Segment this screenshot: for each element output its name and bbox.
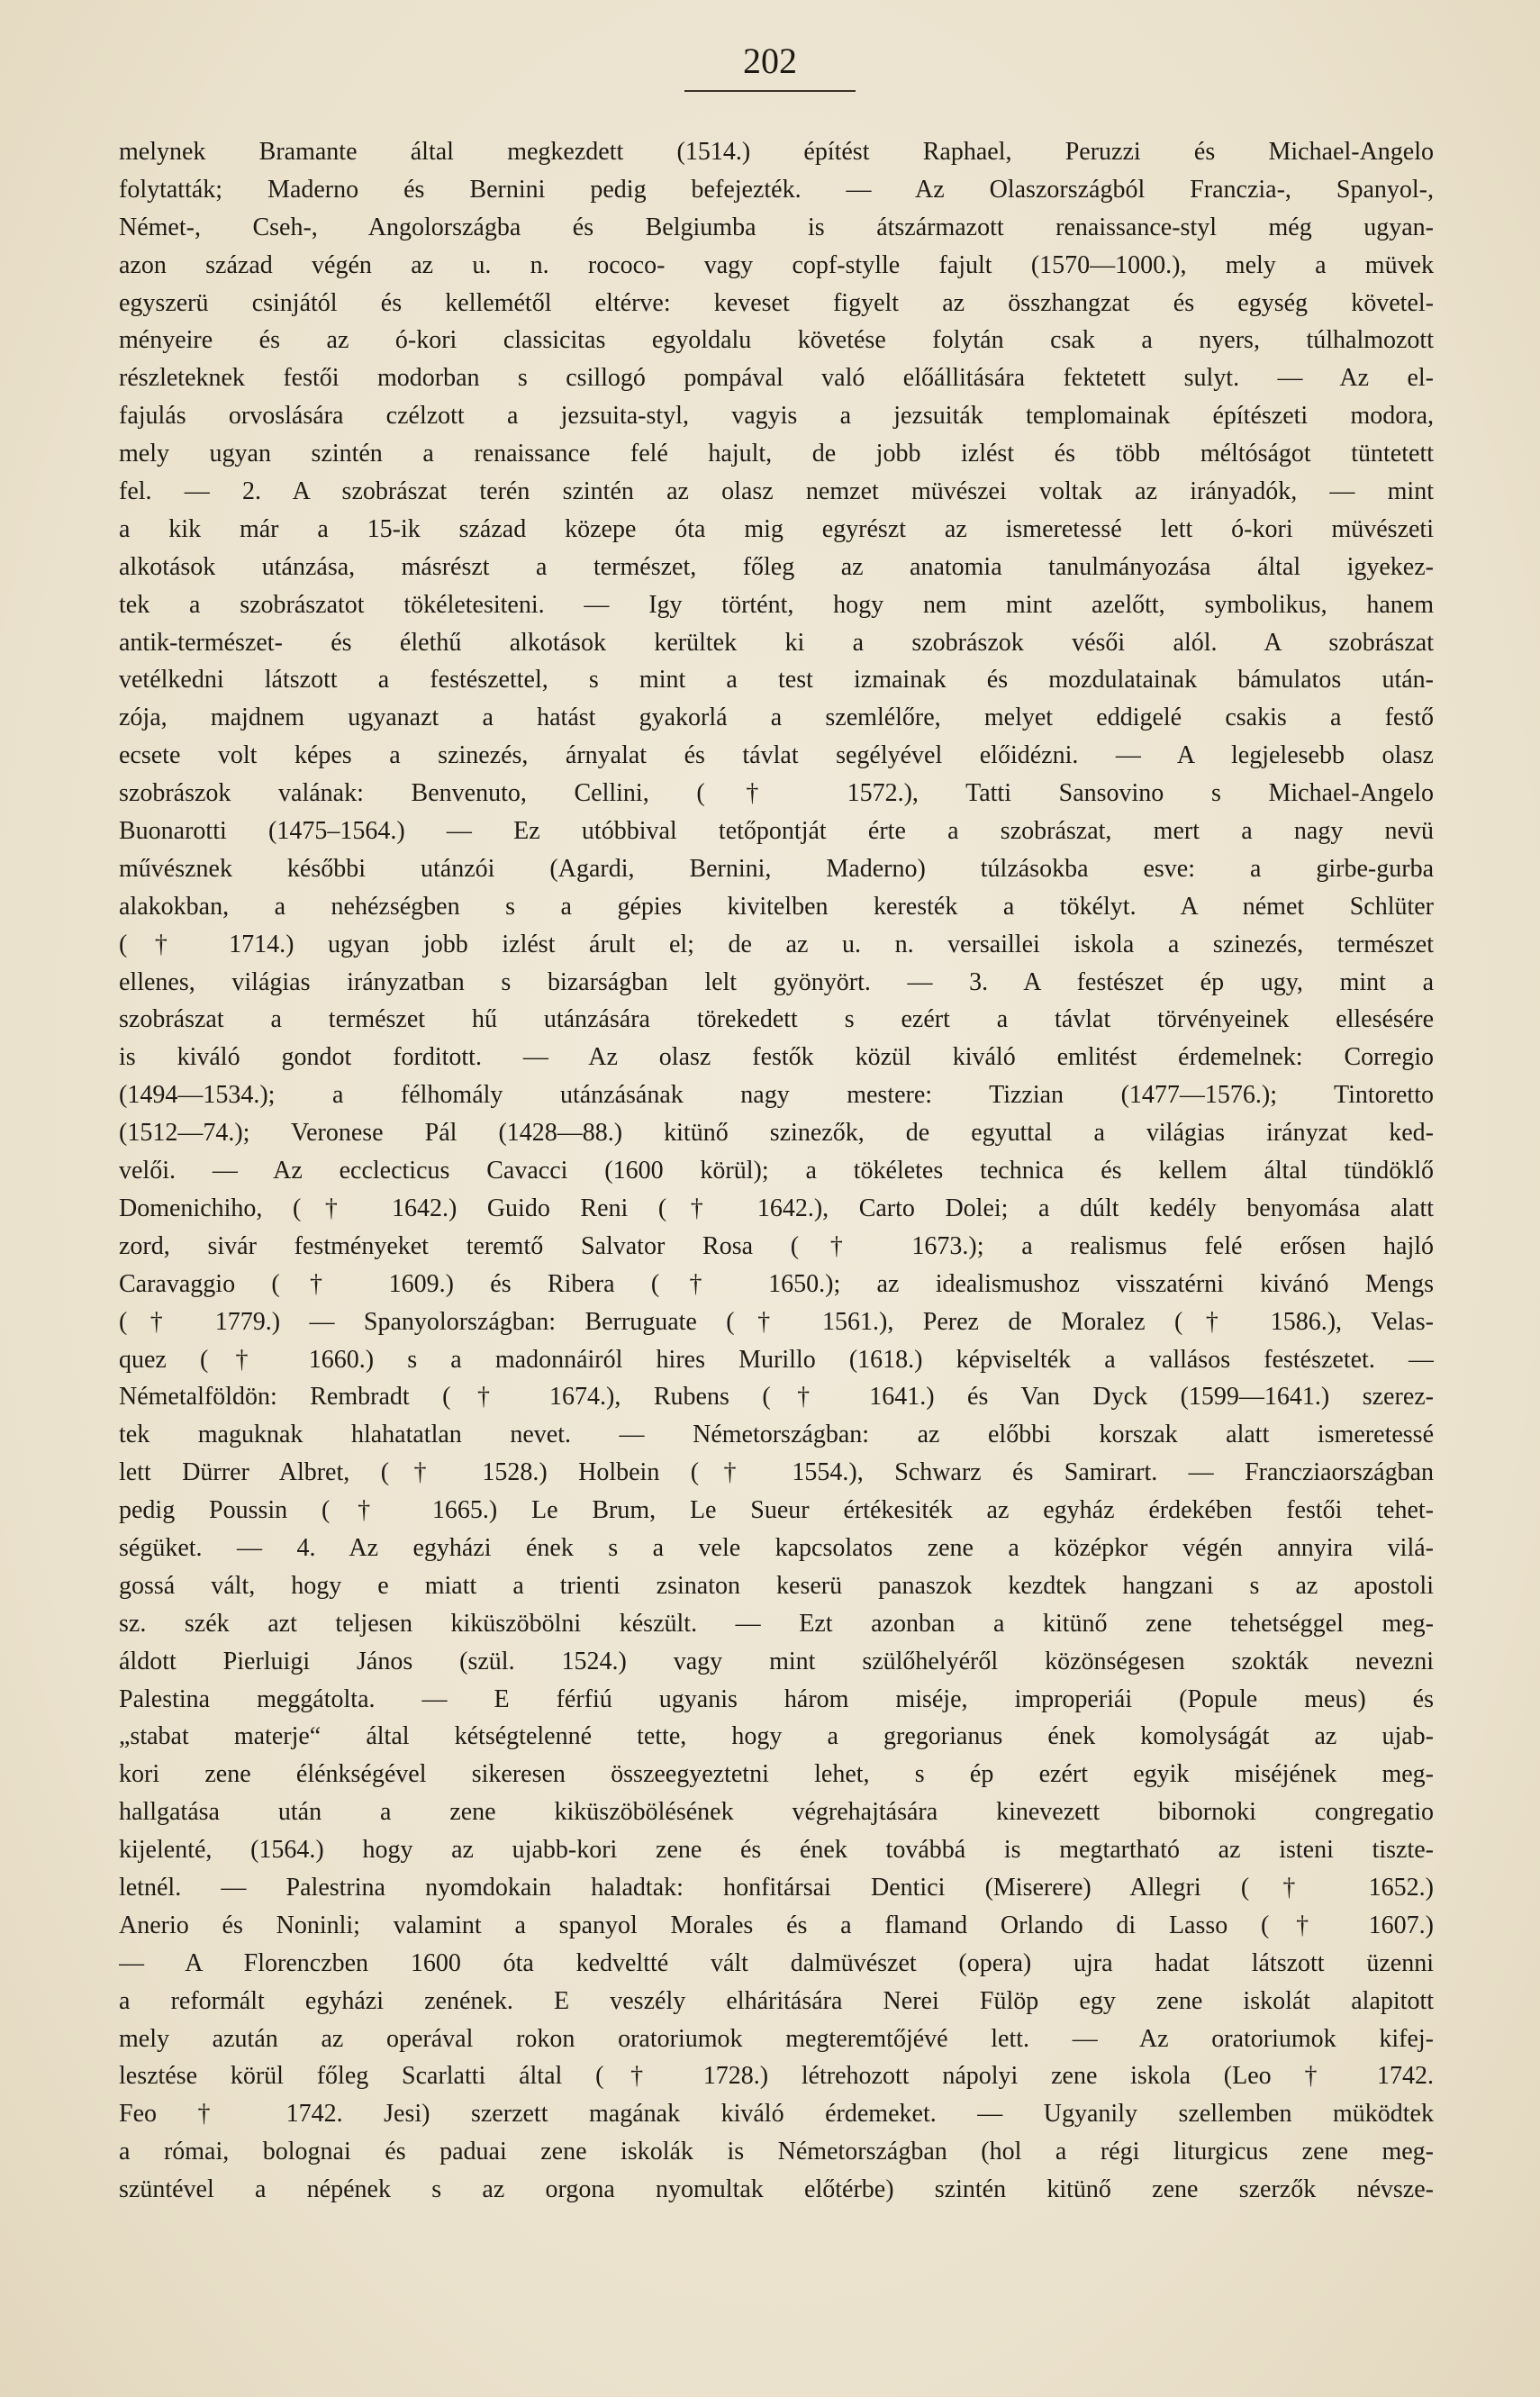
text-line: zord, sivár festményeket teremtő Salvator Rosa († 1673.); a realismus felé erősen hajló [119,1231,1434,1260]
text-line: szobrászok valának: Benvenuto, Cellini, († 1572.), Tatti Sansovino s Michael-Angelo [119,779,1434,808]
text-line: melynek Bramante által megkezdett (1514.) építést Raphael, Peruzzi és Michael-Angelo [119,138,1434,166]
text-line: fel. — 2. A szobrászat terén szintén az olasz nemzet müvészei voltak az irányadók, — mint [119,477,1434,506]
text-line: quez († 1660.) s a madonnáiról hires Murillo (1618.) képviselték a vallásos festészetet. — [119,1345,1434,1374]
text-line: († 1714.) ugyan jobb izlést árult el; de az u. n. versaillei iskola a szinezés, természet [119,930,1434,958]
text-line: Feo † 1742. Jesi) szerzett magának kiváló érdemeket. — Ugyanily szellemben müködtek [119,2100,1434,2129]
text-line: ményeire és az ó-kori classicitas egyoldalu követése folytán csak a nyers, túlhalmozott [119,326,1434,355]
text-line: egyszerü csinjától és kellemétől eltérve: keveset figyelt az összhangzat és egység követel- [119,288,1434,317]
text-line: ségüket. — 4. Az egyházi ének s a vele kapcsolatos zene a középkor végén annyira vilá- [119,1533,1434,1562]
text-line: a római, bolognai és paduai zene iskolák is Németországban (hol a régi liturgicus zene meg- [119,2138,1434,2166]
text-line: mely ugyan szintén a renaissance felé hajult, de jobb izlést és több méltóságot tüntetett [119,440,1434,468]
text-line: „stabat materje“ által kétségtelenné tette, hogy a gregorianus ének komolyságát az ujab- [119,1722,1434,1751]
text-line: Német-, Cseh-, Angolországba és Belgiumba is átszármazott renaissance-styl még ugyan- [119,213,1434,241]
text-line: szobrászat a természet hű utánzására törekedett s ezért a távlat törvényeinek ellesésére [119,1005,1434,1034]
text-line: lesztése körül főleg Scarlatti által († 1728.) létrehozott nápolyi zene iskola (Leo † 1742. [119,2062,1434,2091]
text-line: Buonarotti (1475–1564.) — Ez utóbbival tetőpontját érte a szobrászat, mert a nagy nevü [119,817,1434,846]
text-line: letnél. — Palestrina nyomdokain haladtak: honfitársai Dentici (Miserere) Allegri († 1652.) [119,1873,1434,1902]
text-line: szüntével a népének s az orgona nyomultak előtérbe) szintén kitünő zene szerzők névsze- [119,2175,1434,2204]
text-line: lett Dürrer Albret, († 1528.) Holbein († 1554.), Schwarz és Samirart. — Francziaországban [119,1458,1434,1487]
text-line: sz. szék azt teljesen kiküszöbölni készült. — Ezt azonban a kitünő zene tehetséggel meg- [119,1609,1434,1638]
text-line: Domenichiho, († 1642.) Guido Reni († 1642.), Carto Dolei; a dúlt kedély benyomása alatt [119,1194,1434,1222]
text-line: azon század végén az u. n. rococo- vagy copf-stylle fajult (1570—1000.), mely a müvek [119,250,1434,279]
text-line: is kiváló gondot forditott. — Az olasz festők közül kiváló emlitést érdemelnek: Corregio [119,1043,1434,1072]
text-line: zója, majdnem ugyanazt a hatást gyakorlá a szemlélőre, melyet eddigelé csakis a festő [119,704,1434,732]
text-line: tek maguknak hlahatatlan nevet. — Németországban: az előbbi korszak alatt ismeretessé [119,1421,1434,1449]
text-line: mely azután az operával rokon oratoriumok megteremtőjévé lett. — Az oratoriumok kifej- [119,2024,1434,2053]
text-line: pedig Poussin († 1665.) Le Brum, Le Sueur értékesiték az egyház érdekében festői tehet- [119,1496,1434,1525]
text-line: kori zene élénkségével sikeresen összeegyeztetni lehet, s ép ezért egyik miséjének meg- [119,1760,1434,1789]
text-line: Caravaggio († 1609.) és Ribera († 1650.); az idealismushoz visszatérni kivánó Mengs [119,1269,1434,1298]
text-line: († 1779.) — Spanyolországban: Berruguate († 1561.), Perez de Moralez († 1586.), Velas- [119,1307,1434,1336]
text-line: ecsete volt képes a szinezés, árnyalat és távlat segélyével előidézni. — A legjelesebb olasz [119,741,1434,770]
text-line: vetélkedni látszott a festészettel, s mint a test izmainak és mozdulatainak bámulatos után- [119,666,1434,695]
text-line: velői. — Az ecclecticus Cavacci (1600 körül); a tökéletes technica és kellem által tündöklő [119,1157,1434,1185]
body-text [119,133,1434,2209]
text-line: Anerio és Noninli; valamint a spanyol Morales és a flamand Orlando di Lasso († 1607.) [119,1911,1434,1939]
text-line: (1512—74.); Veronese Pál (1428—88.) kitünő szinezők, de egyuttal a világias irányzat ked- [119,1119,1434,1148]
text-line: gossá vált, hogy e miatt a trienti zsinaton keserü panaszok kezdtek hangzani s az apostoli [119,1571,1434,1600]
text-line: áldott Pierluigi János (szül. 1524.) vagy mint szülőhelyéről közönségesen szokták nevezni [119,1647,1434,1675]
text-line: ellenes, világias irányzatban s bizarságban lelt gyönyört. — 3. A festészet ép ugy, mint a [119,967,1434,996]
text-line: hallgatása után a zene kiküszöbölésének végrehajtására kinevezett bibornoki congregatio [119,1798,1434,1827]
text-line: a kik már a 15-ik század közepe óta mig egyrészt az ismeretessé lett ó-kori müvészeti [119,514,1434,543]
header-rule [684,90,856,92]
text-line: tek a szobrászatot tökéletesiteni. — Igy történt, hogy nem mint azelőtt, symbolikus, hanem [119,590,1434,619]
text-line: (1494—1534.); a félhomály utánzásának nagy mestere: Tizzian (1477—1576.); Tintoretto [119,1081,1434,1110]
text-line: Palestina meggátolta. — E férfiú ugyanis három miséje, improperiái (Popule meus) és [119,1684,1434,1713]
text-line: folytatták; Maderno és Bernini pedig befejezték. — Az Olaszországból Franczia-, Spanyol-, [119,175,1434,204]
text-line: — A Florenczben 1600 óta kedveltté vált dalmüvészet (opera) ujra hadat látszott üzenni [119,1948,1434,1977]
text-line: kijelenté, (1564.) hogy az ujabb-kori zene és ének továbbá is megtartható az isteni tiszte- [119,1836,1434,1865]
text-line: a reformált egyházi zenének. E veszély elháritására Nerei Fülöp egy zene iskolát alapitott [119,1986,1434,2015]
page-number: 202 [743,41,797,81]
text-line: Németalföldön: Rembradt († 1674.), Rubens († 1641.) és Van Dyck (1599—1641.) szerez- [119,1383,1434,1412]
text-line: fajulás orvoslására czélzott a jezsuita-styl, vagyis a jezsuiták templomainak építészeti modora, [119,402,1434,431]
text-line: művésznek későbbi utánzói (Agardi, Bernini, Maderno) túlzásokba esve: a girbe-gurba [119,854,1434,883]
text-line: antik-természet- és élethű alkotások kerültek ki a szobrászok vésői alól. A szobrászat [119,628,1434,657]
text-line: alkotások utánzása, másrészt a természet, főleg az anatomia tanulmányozása által igyekez- [119,552,1434,581]
text-line: részleteknek festői modorban s csillogó pompával való előállitására fektetett sulyt. — Az el- [119,364,1434,393]
text-line: alakokban, a nehézségben s a gépies kivitelben keresték a tökélyt. A német Schlüter [119,892,1434,921]
